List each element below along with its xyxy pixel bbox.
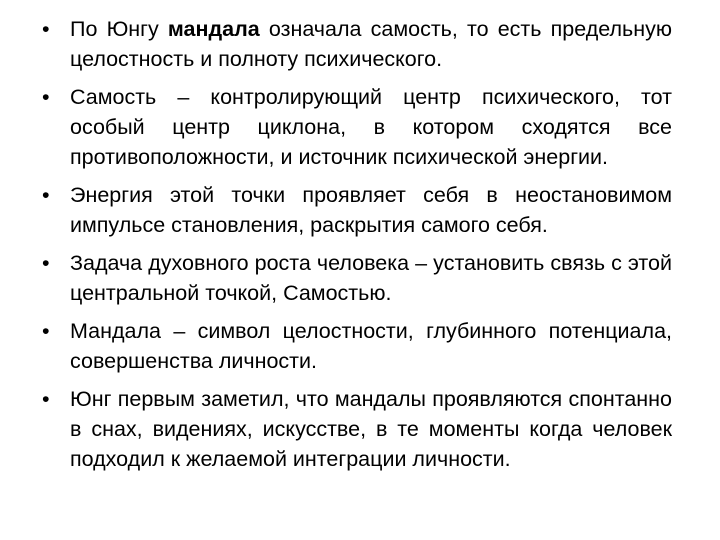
bullet-icon: • [42,85,50,109]
bullet-item-jung-observation [40,384,672,474]
bullet-text: Мандала – символ целостности, глубинного потенциала, совершенства личности. [70,319,672,373]
bullet-list [40,14,672,482]
bullet-item-self-center [40,82,672,172]
bullet-text-part: означала самость, то есть предельную целостность и полноту психического. [70,17,672,71]
bold-term: мандала [167,17,260,41]
bullet-text-part: По Юнгу [70,17,168,41]
bullet-icon: • [42,319,50,343]
bullet-text: Энергия этой точки проявляет себя в неостановимом импульсе становления, раскрытия самого себя. [70,183,672,237]
bullet-icon: • [42,17,50,41]
bullet-item-energy [40,180,672,240]
bullet-text: Задача духовного роста человека – установить связь с этой центральной точкой, Самостью. [70,251,672,305]
bullet-icon: • [42,387,50,411]
bullet-item-jung-mandala [40,14,672,74]
bullet-text: Юнг первым заметил, что мандалы проявляются спонтанно в снах, видениях, искусстве, в те моменты когда человек подходил к желаемой интеграции личности. [70,387,672,471]
bullet-icon: • [42,251,50,275]
bullet-item-spiritual-growth [40,248,672,308]
bullet-text: Самость – контролирующий центр психического, тот особый центр циклона, в котором сходятся все противоположности, и источник психической энергии. [70,85,672,169]
bullet-icon: • [42,183,50,207]
bullet-item-mandala-symbol [40,316,672,376]
